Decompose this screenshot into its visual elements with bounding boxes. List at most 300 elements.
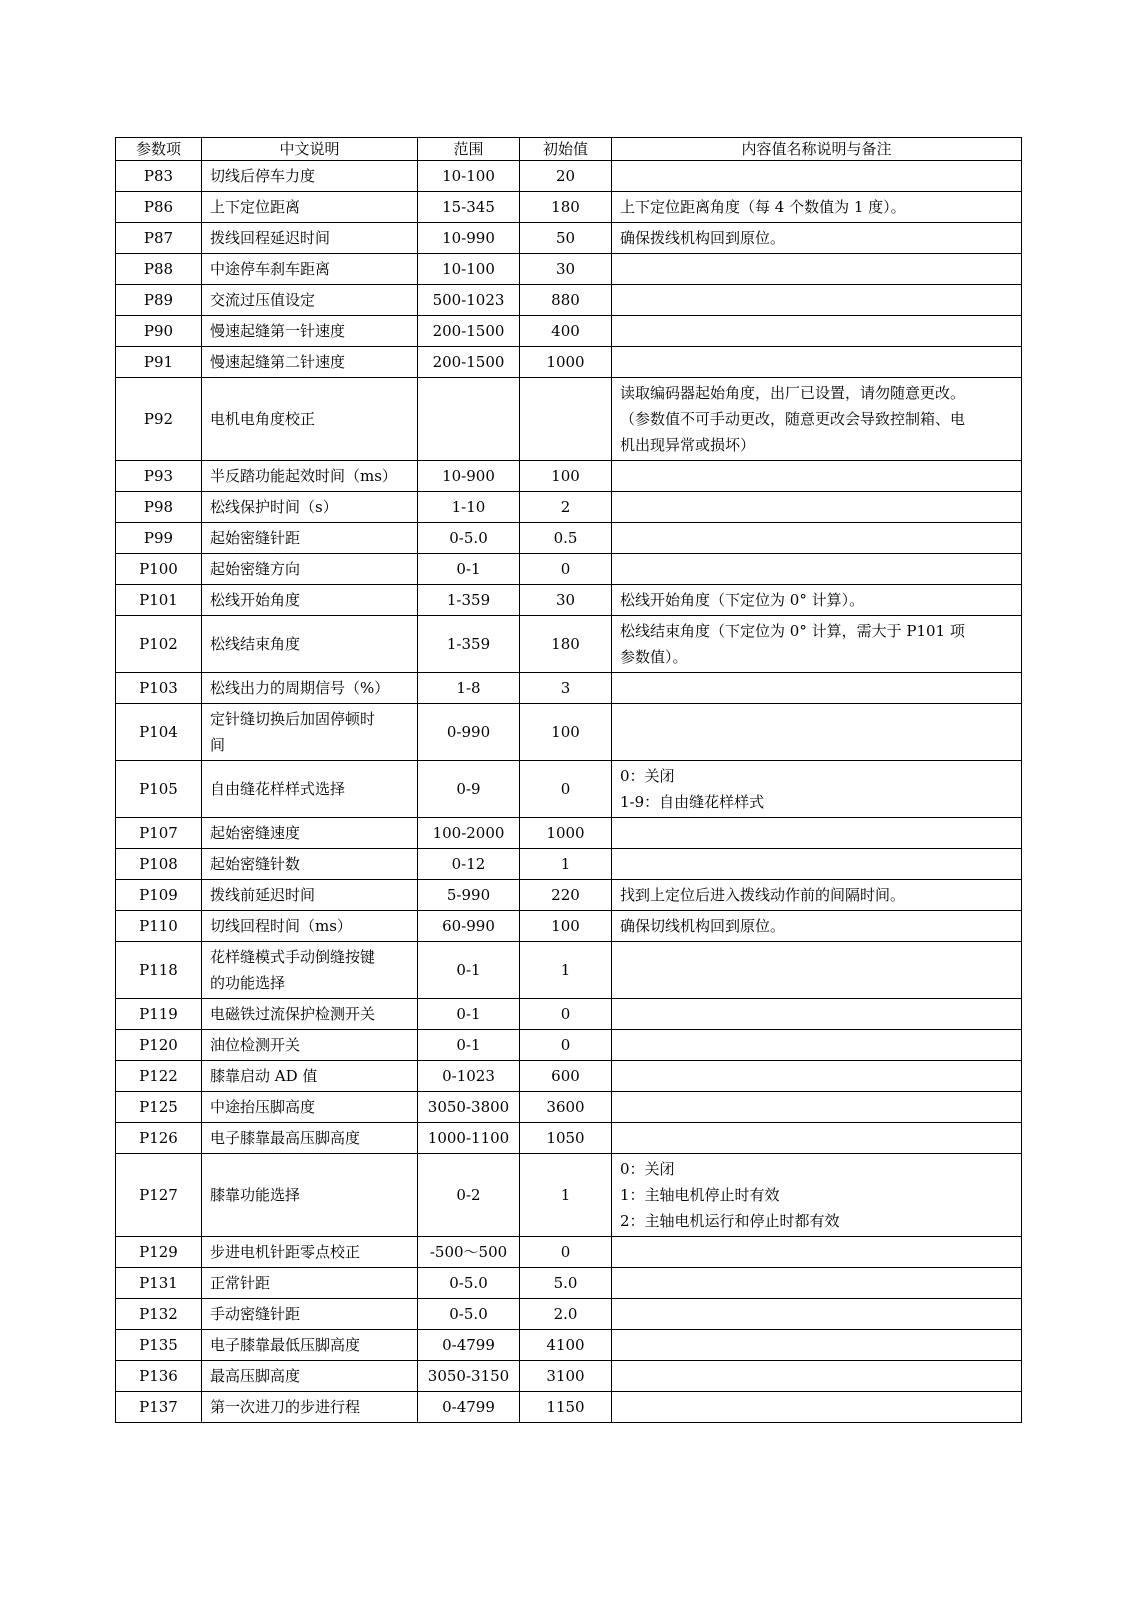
description-cell-text: 膝靠启动 AD 值 [210, 1067, 318, 1085]
description-cell [202, 585, 418, 616]
initial-value-cell-text: 1150 [546, 1398, 585, 1416]
initial-value-cell [520, 161, 612, 192]
param-cell [116, 1030, 202, 1061]
range-cell [418, 161, 520, 192]
description-cell-text: 间 [210, 736, 226, 754]
initial-value-cell [520, 378, 612, 461]
initial-value-cell [520, 347, 612, 378]
range-cell-text: 0-1 [456, 560, 481, 578]
range-cell-text: 10-100 [442, 167, 495, 185]
header-param: 参数项 [116, 138, 202, 161]
description-cell [202, 818, 418, 849]
initial-value-cell-text: 0 [560, 780, 571, 798]
param-cell-text: P126 [139, 1129, 178, 1147]
table-row [116, 316, 1022, 347]
param-cell-text: P125 [139, 1098, 178, 1116]
table-row [116, 1299, 1022, 1330]
note-cell-text: 1：主轴电机停止时有效 [620, 1186, 780, 1204]
param-cell-text: P91 [143, 353, 174, 371]
parameter-table-container [115, 137, 1021, 1423]
note-cell [612, 1330, 1022, 1361]
table-row [116, 1330, 1022, 1361]
table-row [116, 1237, 1022, 1268]
initial-value-cell-text: 4100 [546, 1336, 585, 1354]
initial-value-cell [520, 1361, 612, 1392]
param-cell [116, 1299, 202, 1330]
description-cell [202, 223, 418, 254]
range-cell-text: 0-5.0 [449, 529, 488, 547]
range-cell-text: 0-5.0 [449, 1274, 488, 1292]
description-cell [202, 1299, 418, 1330]
initial-value-cell-text: 400 [551, 322, 580, 340]
initial-value-cell [520, 554, 612, 585]
initial-value-cell [520, 1330, 612, 1361]
range-cell-text: 1-10 [451, 498, 486, 516]
initial-value-cell-text: 20 [555, 167, 576, 185]
table-row [116, 285, 1022, 316]
range-cell-text: 3050-3150 [427, 1367, 510, 1385]
initial-value-cell [520, 704, 612, 761]
initial-value-cell-text: 1000 [546, 824, 585, 842]
param-cell [116, 1092, 202, 1123]
initial-value-cell-text: 0.5 [553, 529, 578, 547]
param-cell-text: P105 [139, 780, 178, 798]
description-cell-text: 花样缝模式手动倒缝按键 [210, 948, 376, 966]
description-cell [202, 1330, 418, 1361]
description-cell-text: 慢速起缝第二针速度 [210, 353, 346, 371]
initial-value-cell [520, 911, 612, 942]
note-cell [612, 999, 1022, 1030]
note-cell [612, 1392, 1022, 1423]
note-cell [612, 223, 1022, 254]
initial-value-cell [520, 616, 612, 673]
range-cell [418, 347, 520, 378]
description-cell [202, 999, 418, 1030]
header-notes: 内容值名称说明与备注 [612, 138, 1022, 161]
description-cell [202, 616, 418, 673]
range-cell [418, 378, 520, 461]
initial-value-cell-text: 30 [555, 260, 576, 278]
description-cell-text: 起始密缝针距 [210, 529, 301, 547]
param-cell [116, 704, 202, 761]
range-cell [418, 1092, 520, 1123]
note-cell [612, 1268, 1022, 1299]
initial-value-cell [520, 880, 612, 911]
param-cell [116, 378, 202, 461]
param-cell-text: P93 [143, 467, 174, 485]
note-cell [612, 1361, 1022, 1392]
table-row [116, 461, 1022, 492]
param-cell [116, 223, 202, 254]
param-cell-text: P104 [139, 723, 178, 741]
range-cell [418, 761, 520, 818]
note-cell-text: 确保切线机构回到原位。 [620, 917, 786, 935]
description-cell-text: 上下定位距离 [210, 198, 301, 216]
initial-value-cell-text: 3600 [546, 1098, 585, 1116]
description-cell [202, 192, 418, 223]
range-cell-text: 60-990 [442, 917, 495, 935]
note-cell [612, 161, 1022, 192]
initial-value-cell-text: 0 [560, 1036, 571, 1054]
initial-value-cell-text: 100 [551, 723, 580, 741]
param-cell-text: P109 [139, 886, 178, 904]
note-cell [612, 554, 1022, 585]
note-cell [612, 192, 1022, 223]
initial-value-cell [520, 1030, 612, 1061]
note-cell-text: 松线开始角度（下定位为 0° 计算）。 [620, 591, 865, 609]
range-cell-text: 0-12 [451, 855, 486, 873]
param-cell [116, 554, 202, 585]
param-cell [116, 911, 202, 942]
initial-value-cell-text: 100 [551, 467, 580, 485]
description-cell [202, 911, 418, 942]
description-cell-text: 起始密缝方向 [210, 560, 301, 578]
note-cell [612, 673, 1022, 704]
range-cell-text: 1000-1100 [427, 1129, 510, 1147]
table-row [116, 673, 1022, 704]
param-cell [116, 523, 202, 554]
initial-value-cell-text: 50 [555, 229, 576, 247]
param-cell-text: P101 [139, 591, 178, 609]
initial-value-cell-text: 0 [560, 1005, 571, 1023]
table-row [116, 1030, 1022, 1061]
description-cell-text: 切线后停车力度 [210, 167, 316, 185]
range-cell [418, 1330, 520, 1361]
description-cell [202, 1030, 418, 1061]
note-cell [612, 880, 1022, 911]
range-cell [418, 704, 520, 761]
table-row [116, 378, 1022, 461]
param-cell-text: P102 [139, 635, 178, 653]
description-cell-text: 起始密缝速度 [210, 824, 301, 842]
note-cell-text: 1-9：自由缝花样样式 [620, 793, 765, 811]
range-cell-text: 1-359 [446, 591, 491, 609]
range-cell [418, 942, 520, 999]
param-cell [116, 761, 202, 818]
table-row [116, 1123, 1022, 1154]
description-cell [202, 1154, 418, 1237]
initial-value-cell [520, 849, 612, 880]
table-row [116, 1392, 1022, 1423]
initial-value-cell [520, 1392, 612, 1423]
description-cell-text: 起始密缝针数 [210, 855, 301, 873]
range-cell-text: -500～500 [429, 1243, 508, 1261]
range-cell [418, 254, 520, 285]
table-row [116, 761, 1022, 818]
range-cell [418, 1361, 520, 1392]
description-cell-text: 油位检测开关 [210, 1036, 301, 1054]
param-cell-text: P103 [139, 679, 178, 697]
initial-value-cell-text: 880 [551, 291, 580, 309]
param-cell [116, 492, 202, 523]
description-cell-text: 松线开始角度 [210, 591, 301, 609]
initial-value-cell-text: 30 [555, 591, 576, 609]
description-cell-text: 中途抬压脚高度 [210, 1098, 316, 1116]
note-cell-text: 找到上定位后进入拨线动作前的间隔时间。 [620, 886, 906, 904]
description-cell [202, 254, 418, 285]
range-cell [418, 1268, 520, 1299]
initial-value-cell [520, 1299, 612, 1330]
note-cell-text: 0：关闭 [620, 767, 675, 785]
initial-value-cell [520, 1123, 612, 1154]
param-cell-text: P118 [139, 961, 178, 979]
description-cell [202, 1361, 418, 1392]
description-cell [202, 673, 418, 704]
param-cell [116, 818, 202, 849]
description-cell-text: 膝靠功能选择 [210, 1186, 301, 1204]
initial-value-cell [520, 461, 612, 492]
range-cell [418, 1237, 520, 1268]
initial-value-cell-text: 3100 [546, 1367, 585, 1385]
initial-value-cell-text: 1050 [546, 1129, 585, 1147]
range-cell-text: 1-8 [456, 679, 481, 697]
initial-value-cell-text: 600 [551, 1067, 580, 1085]
range-cell-text: 0-1 [456, 1036, 481, 1054]
description-cell-text: 交流过压值设定 [210, 291, 316, 309]
range-cell-text: 1-359 [446, 635, 491, 653]
description-cell [202, 523, 418, 554]
range-cell [418, 673, 520, 704]
range-cell [418, 285, 520, 316]
description-cell-text: 电磁铁过流保护检测开关 [210, 1005, 376, 1023]
range-cell [418, 554, 520, 585]
param-cell [116, 673, 202, 704]
range-cell [418, 1392, 520, 1423]
header-range: 范围 [418, 138, 520, 161]
initial-value-cell-text: 0 [560, 560, 571, 578]
range-cell [418, 223, 520, 254]
description-cell [202, 1061, 418, 1092]
note-cell [612, 911, 1022, 942]
param-cell-text: P107 [139, 824, 178, 842]
note-cell [612, 1299, 1022, 1330]
range-cell-text: 0-4799 [442, 1398, 495, 1416]
table-row [116, 1154, 1022, 1237]
range-cell-text: 0-1023 [442, 1067, 495, 1085]
range-cell-text: 10-900 [442, 467, 495, 485]
table-row [116, 1092, 1022, 1123]
param-cell [116, 1268, 202, 1299]
param-cell [116, 161, 202, 192]
initial-value-cell-text: 2.0 [553, 1305, 578, 1323]
param-cell-text: P92 [143, 410, 174, 428]
param-cell-text: P131 [139, 1274, 178, 1292]
description-cell [202, 1237, 418, 1268]
param-cell-text: P90 [143, 322, 174, 340]
description-cell [202, 1123, 418, 1154]
range-cell-text: 0-9 [456, 780, 481, 798]
description-cell [202, 942, 418, 999]
description-cell [202, 1268, 418, 1299]
description-cell [202, 1392, 418, 1423]
initial-value-cell [520, 285, 612, 316]
initial-value-cell-text: 1 [560, 1186, 571, 1204]
range-cell-text: 500-1023 [432, 291, 505, 309]
note-cell [612, 1030, 1022, 1061]
table-row [116, 911, 1022, 942]
param-cell-text: P135 [139, 1336, 178, 1354]
range-cell-text: 3050-3800 [427, 1098, 510, 1116]
range-cell-text: 15-345 [442, 198, 495, 216]
description-cell [202, 161, 418, 192]
param-cell [116, 254, 202, 285]
initial-value-cell [520, 223, 612, 254]
param-cell-text: P83 [143, 167, 174, 185]
note-cell [612, 1092, 1022, 1123]
range-cell-text: 0-1 [456, 961, 481, 979]
description-cell-text: 定针缝切换后加固停顿时 [210, 710, 376, 728]
table-row [116, 1061, 1022, 1092]
range-cell [418, 911, 520, 942]
initial-value-cell [520, 1092, 612, 1123]
table-row [116, 616, 1022, 673]
param-cell [116, 1392, 202, 1423]
table-row [116, 223, 1022, 254]
note-cell [612, 1154, 1022, 1237]
note-cell [612, 818, 1022, 849]
range-cell [418, 461, 520, 492]
description-cell [202, 880, 418, 911]
table-row [116, 492, 1022, 523]
param-cell [116, 347, 202, 378]
param-cell [116, 316, 202, 347]
range-cell [418, 616, 520, 673]
range-cell-text: 0-5.0 [449, 1305, 488, 1323]
note-cell [612, 585, 1022, 616]
description-cell [202, 378, 418, 461]
initial-value-cell [520, 1268, 612, 1299]
note-cell [612, 616, 1022, 673]
description-cell [202, 849, 418, 880]
initial-value-cell [520, 999, 612, 1030]
description-cell-text: 松线保护时间（s） [210, 498, 338, 516]
description-cell-text: 正常针距 [210, 1274, 271, 1292]
description-cell-text: 半反踏功能起效时间（ms） [210, 467, 397, 485]
range-cell [418, 316, 520, 347]
description-cell-text: 电子膝靠最低压脚高度 [210, 1336, 361, 1354]
range-cell [418, 849, 520, 880]
note-cell [612, 378, 1022, 461]
range-cell [418, 1154, 520, 1237]
param-cell [116, 1123, 202, 1154]
note-cell-text: 上下定位距离角度（每 4 个数值为 1 度）。 [620, 198, 906, 216]
table-row [116, 192, 1022, 223]
initial-value-cell-text: 1 [560, 855, 571, 873]
note-cell [612, 285, 1022, 316]
param-cell [116, 999, 202, 1030]
note-cell [612, 1061, 1022, 1092]
initial-value-cell [520, 523, 612, 554]
param-cell [116, 1330, 202, 1361]
table-row [116, 585, 1022, 616]
param-cell-text: P98 [143, 498, 174, 516]
table-row [116, 880, 1022, 911]
note-cell [612, 523, 1022, 554]
range-cell [418, 192, 520, 223]
param-cell-text: P136 [139, 1367, 178, 1385]
initial-value-cell [520, 316, 612, 347]
initial-value-cell [520, 942, 612, 999]
note-cell [612, 461, 1022, 492]
description-cell-text: 拨线回程延迟时间 [210, 229, 331, 247]
description-cell-text: 手动密缝针距 [210, 1305, 301, 1323]
note-cell [612, 316, 1022, 347]
param-cell [116, 192, 202, 223]
table-header-row [116, 138, 1022, 161]
description-cell-text: 松线出力的周期信号（%） [210, 679, 390, 697]
range-cell-text: 5-990 [446, 886, 491, 904]
initial-value-cell-text: 2 [560, 498, 571, 516]
param-cell [116, 1154, 202, 1237]
param-cell-text: P119 [139, 1005, 178, 1023]
param-cell [116, 1237, 202, 1268]
initial-value-cell [520, 492, 612, 523]
description-cell [202, 347, 418, 378]
param-cell [116, 285, 202, 316]
table-row [116, 1268, 1022, 1299]
description-cell-text: 自由缝花样样式选择 [210, 780, 346, 798]
description-cell [202, 554, 418, 585]
description-cell [202, 316, 418, 347]
note-cell-text: 参数值）。 [620, 648, 688, 666]
note-cell [612, 1237, 1022, 1268]
range-cell [418, 880, 520, 911]
param-cell-text: P89 [143, 291, 174, 309]
param-cell-text: P108 [139, 855, 178, 873]
description-cell-text: 拨线前延迟时间 [210, 886, 316, 904]
param-cell-text: P87 [143, 229, 174, 247]
description-cell-text: 电机电角度校正 [210, 410, 316, 428]
description-cell-text: 步进电机针距零点校正 [210, 1243, 361, 1261]
table-row [116, 347, 1022, 378]
initial-value-cell [520, 761, 612, 818]
note-cell [612, 849, 1022, 880]
initial-value-cell-text: 1 [560, 961, 571, 979]
note-cell [612, 254, 1022, 285]
param-cell [116, 585, 202, 616]
description-cell [202, 1092, 418, 1123]
range-cell [418, 585, 520, 616]
range-cell-text: 10-990 [442, 229, 495, 247]
note-cell [612, 492, 1022, 523]
table-row [116, 849, 1022, 880]
description-cell [202, 285, 418, 316]
range-cell-text: 0-2 [456, 1186, 481, 1204]
description-cell [202, 461, 418, 492]
table-body [116, 161, 1022, 1423]
param-cell-text: P99 [143, 529, 174, 547]
initial-value-cell-text: 1000 [546, 353, 585, 371]
initial-value-cell-text: 220 [551, 886, 580, 904]
param-cell-text: P88 [143, 260, 174, 278]
range-cell [418, 1299, 520, 1330]
header-description: 中文说明 [202, 138, 418, 161]
param-cell-text: P120 [139, 1036, 178, 1054]
note-cell-text: （参数值不可手动更改，随意更改会导致控制箱、电 [620, 410, 966, 428]
initial-value-cell-text: 180 [551, 635, 580, 653]
initial-value-cell [520, 585, 612, 616]
initial-value-cell-text: 3 [560, 679, 571, 697]
range-cell [418, 818, 520, 849]
description-cell [202, 492, 418, 523]
description-cell-text: 切线回程时间（ms） [210, 917, 352, 935]
param-cell [116, 1061, 202, 1092]
initial-value-cell [520, 192, 612, 223]
range-cell [418, 999, 520, 1030]
range-cell [418, 523, 520, 554]
table-row [116, 254, 1022, 285]
param-cell [116, 849, 202, 880]
